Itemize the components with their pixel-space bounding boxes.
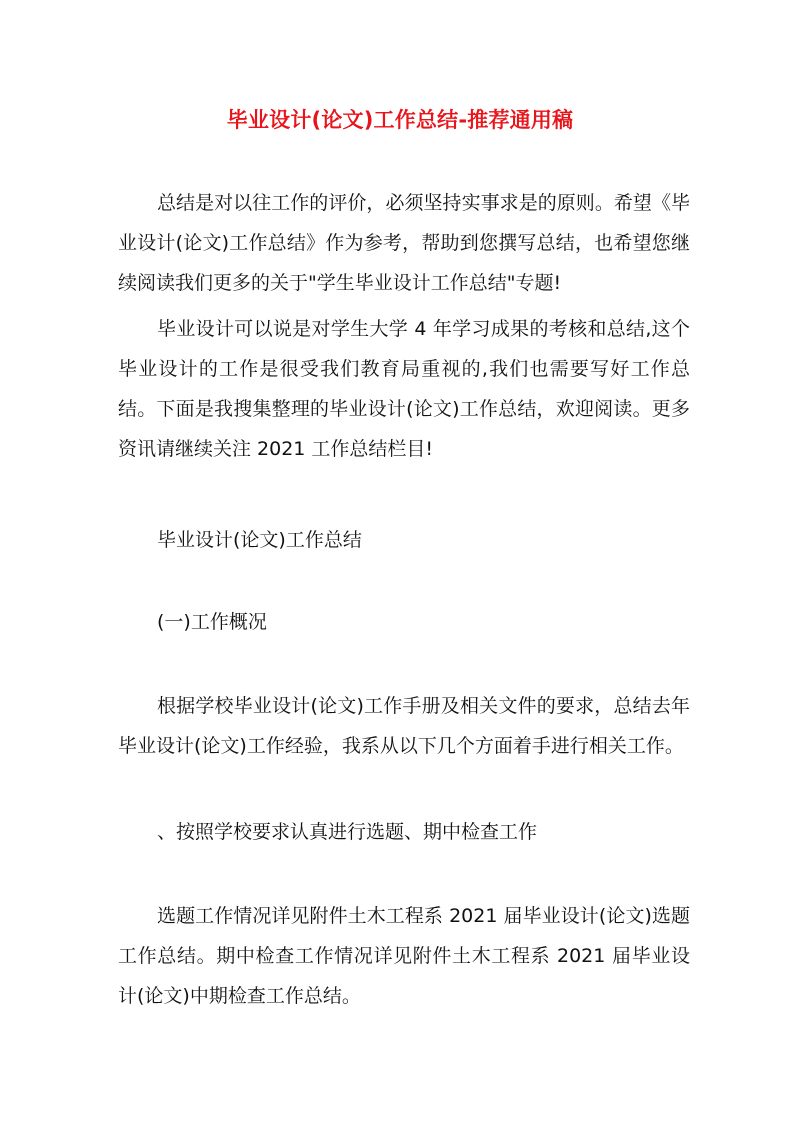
- topics-paragraph: 选题工作情况详见附件土木工程系 2021 届毕业设计(论文)选题工作总结。期中检查工作情况详见附件土木工程系 2021 届毕业设计(论文)中期检查工作总结。: [118, 905, 690, 1007]
- intro-paragraph-2: 毕业设计可以说是对学生大学 4 年学习成果的考核和总结,这个毕业设计的工作是很受我们教育局重视的,我们也需要写好工作总结。下面是我搜集整理的毕业设计(论文)工作总结，欢迎阅读。更多资讯请继续关注 2021 工作总结栏目!: [118, 318, 690, 460]
- intro-paragraph-1: 总结是对以往工作的评价，必须坚持实事求是的原则。希望《毕业设计(论文)工作总结》作为参考，帮助到您撰写总结，也希望您继续阅读我们更多的关于"学生毕业设计工作总结"专题!: [118, 192, 690, 294]
- subsection-heading-overview: (一)工作概况: [157, 611, 267, 633]
- section-title: 毕业设计(论文)工作总结: [157, 529, 362, 551]
- overview-paragraph: 根据学校毕业设计(论文)工作手册及相关文件的要求，总结去年毕业设计(论文)工作经验，我系从以下几个方面着手进行相关工作。: [118, 695, 690, 757]
- subsection-heading-topics: 、按照学校要求认真进行选题、期中检查工作: [157, 821, 538, 843]
- document-title: 毕业设计(论文)工作总结-推荐通用稿: [226, 108, 574, 132]
